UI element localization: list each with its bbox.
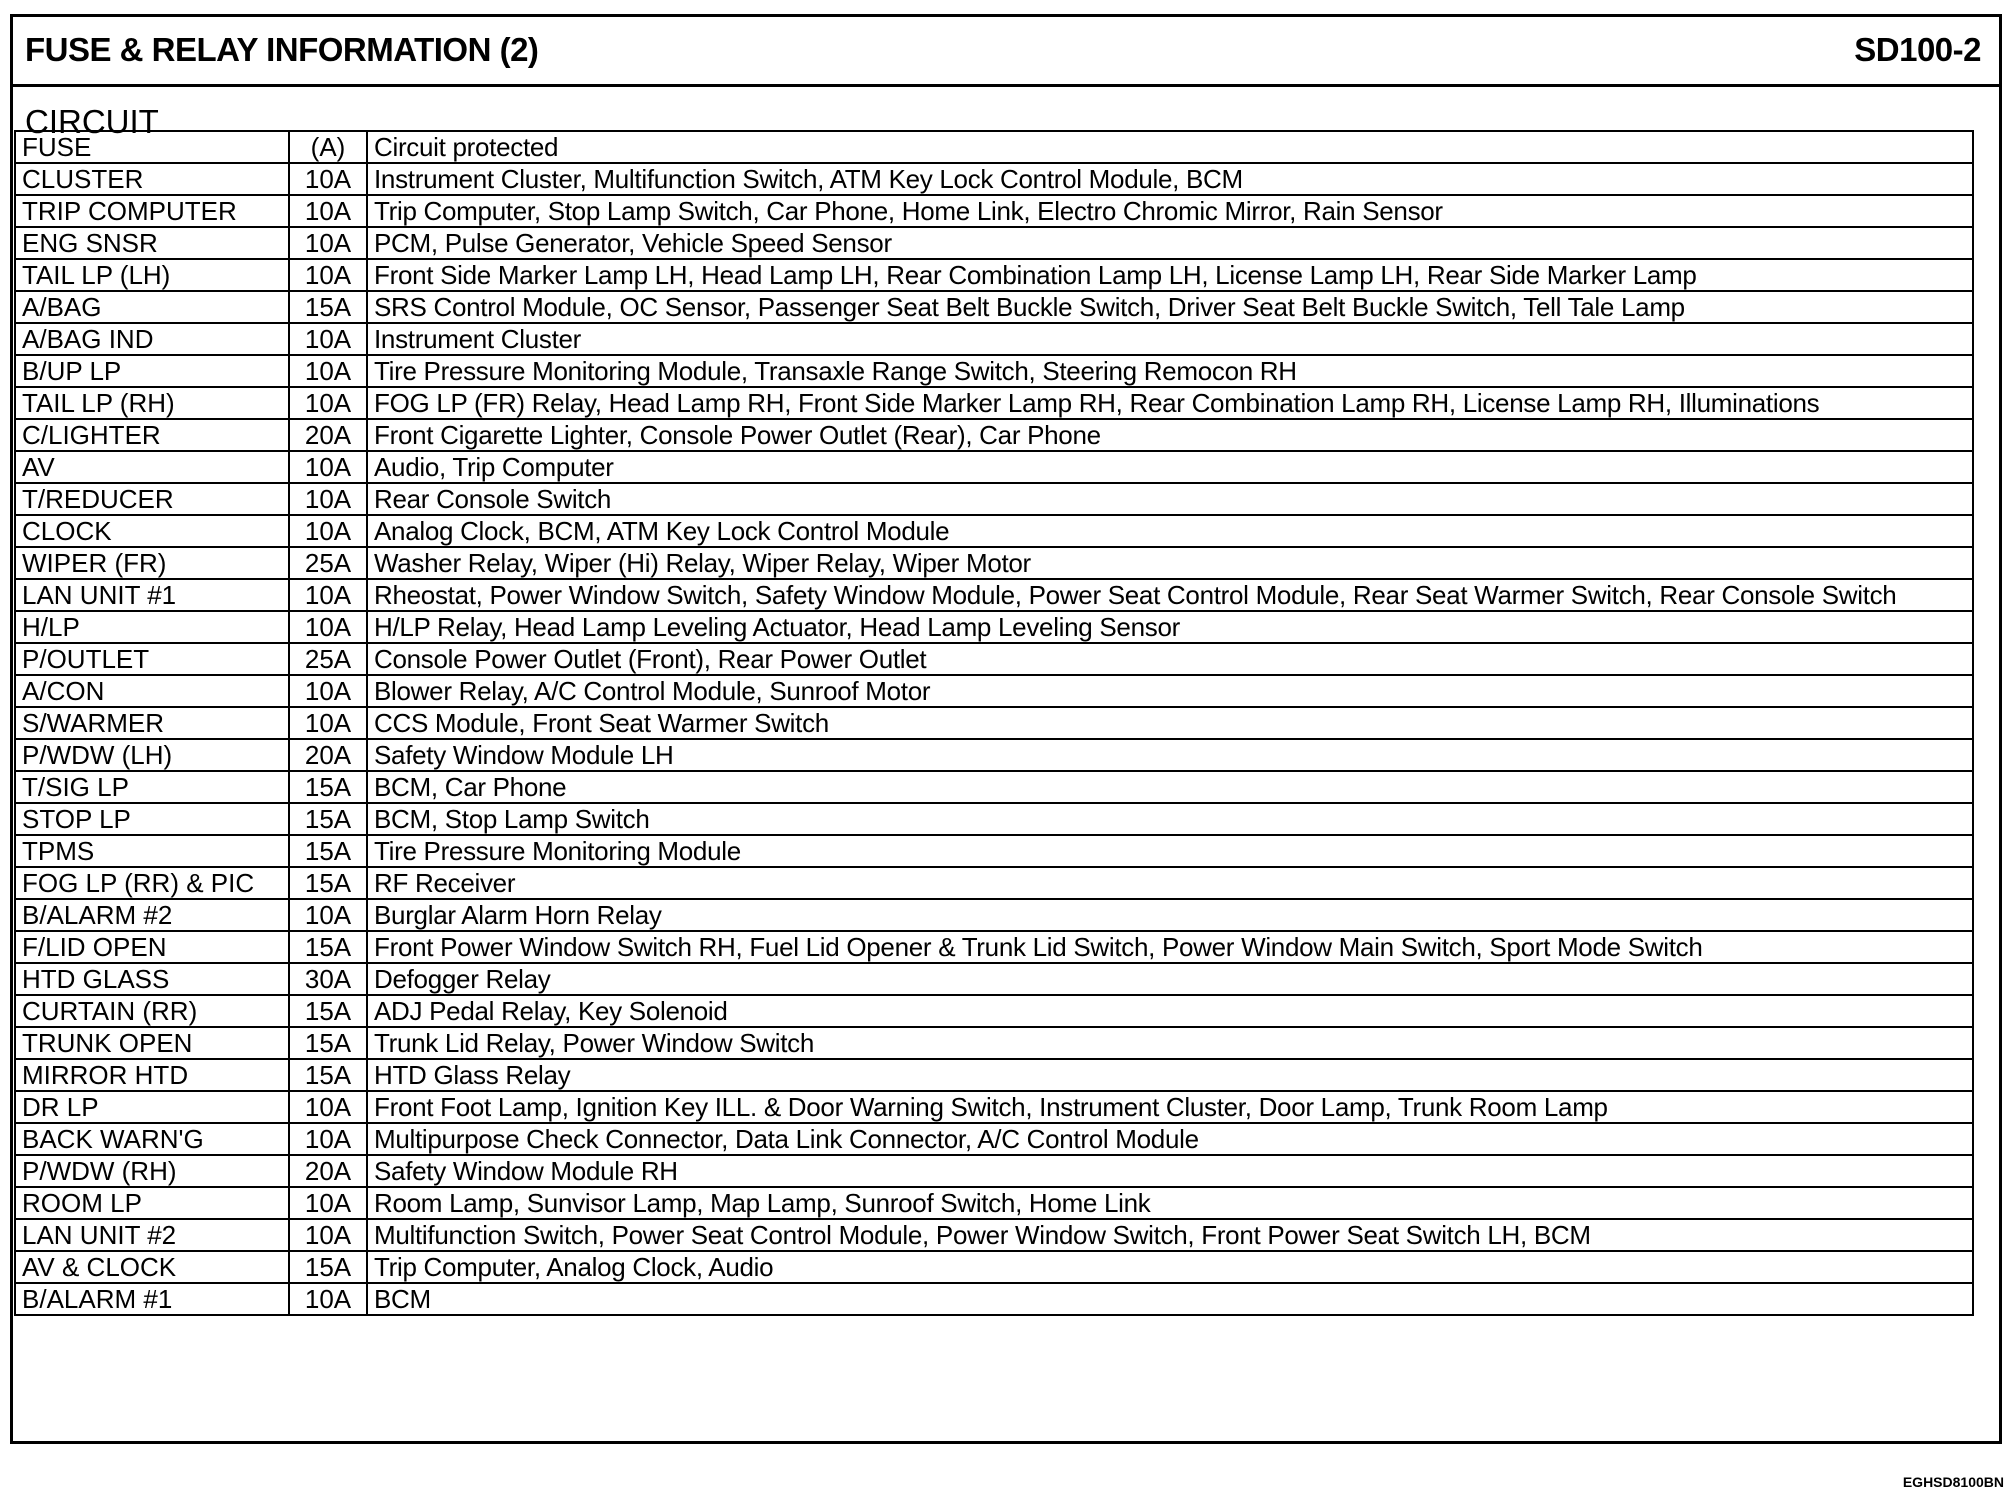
table-row	[15, 355, 1973, 387]
fuse-name-cell: CURTAIN (RR)	[15, 995, 289, 1027]
fuse-name-cell: WIPER (FR)	[15, 547, 289, 579]
table-row	[15, 579, 1973, 611]
circuit-protected-cell: Instrument Cluster	[367, 323, 1973, 355]
fuse-amperage-cell: 15A	[289, 835, 367, 867]
table-row	[15, 803, 1973, 835]
table-row	[15, 227, 1973, 259]
fuse-name-cell: DR LP	[15, 1091, 289, 1123]
table-row	[15, 387, 1973, 419]
fuse-amperage-cell: 10A	[289, 163, 367, 195]
table-row	[15, 419, 1973, 451]
column-header-fuse: FUSE	[15, 131, 289, 163]
fuse-amperage-cell: 15A	[289, 1251, 367, 1283]
fuse-amperage-cell: 10A	[289, 515, 367, 547]
fuse-amperage-cell: 10A	[289, 1283, 367, 1315]
table-row	[15, 611, 1973, 643]
fuse-amperage-cell: 25A	[289, 643, 367, 675]
column-header-amperage: (A)	[289, 131, 367, 163]
circuit-protected-cell: Front Power Window Switch RH, Fuel Lid Opener & Trunk Lid Switch, Power Window Main Switch, Sport Mode Switch	[367, 931, 1973, 963]
circuit-protected-cell: Trunk Lid Relay, Power Window Switch	[367, 1027, 1973, 1059]
fuse-amperage-cell: 20A	[289, 739, 367, 771]
fuse-amperage-cell: 15A	[289, 1027, 367, 1059]
table-row	[15, 1219, 1973, 1251]
circuit-protected-cell: CCS Module, Front Seat Warmer Switch	[367, 707, 1973, 739]
table-row	[15, 707, 1973, 739]
fuse-name-cell: C/LIGHTER	[15, 419, 289, 451]
fuse-name-cell: B/ALARM #2	[15, 899, 289, 931]
table-row	[15, 259, 1973, 291]
circuit-protected-cell: Front Foot Lamp, Ignition Key ILL. & Door Warning Switch, Instrument Cluster, Door Lamp, Trunk Room Lamp	[367, 1091, 1973, 1123]
table-row	[15, 1155, 1973, 1187]
table-row	[15, 1091, 1973, 1123]
fuse-amperage-cell: 10A	[289, 259, 367, 291]
fuse-name-cell: MIRROR HTD	[15, 1059, 289, 1091]
fuse-name-cell: T/SIG LP	[15, 771, 289, 803]
fuse-amperage-cell: 30A	[289, 963, 367, 995]
circuit-protected-cell: Console Power Outlet (Front), Rear Power Outlet	[367, 643, 1973, 675]
table-row	[15, 163, 1973, 195]
circuit-protected-cell: Safety Window Module LH	[367, 739, 1973, 771]
fuse-amperage-cell: 15A	[289, 1059, 367, 1091]
fuse-amperage-cell: 10A	[289, 899, 367, 931]
fuse-name-cell: HTD GLASS	[15, 963, 289, 995]
fuse-name-cell: ENG SNSR	[15, 227, 289, 259]
table-row	[15, 195, 1973, 227]
table-row	[15, 1251, 1973, 1283]
circuit-protected-cell: RF Receiver	[367, 867, 1973, 899]
column-header-circuit: Circuit protected	[367, 131, 1973, 163]
table-row	[15, 1123, 1973, 1155]
fuse-name-cell: B/ALARM #1	[15, 1283, 289, 1315]
circuit-protected-cell: Burglar Alarm Horn Relay	[367, 899, 1973, 931]
fuse-amperage-cell: 20A	[289, 419, 367, 451]
table-row	[15, 643, 1973, 675]
image-code: EGHSD8100BN	[1902, 1474, 2004, 1490]
fuse-name-cell: A/BAG IND	[15, 323, 289, 355]
table-row	[15, 867, 1973, 899]
document-title: FUSE & RELAY INFORMATION (2)	[25, 31, 539, 68]
fuse-amperage-cell: 15A	[289, 931, 367, 963]
circuit-protected-cell: Audio, Trip Computer	[367, 451, 1973, 483]
table-row	[15, 451, 1973, 483]
section-label: CIRCUIT	[25, 103, 159, 140]
fuse-amperage-cell: 10A	[289, 1187, 367, 1219]
circuit-protected-cell: HTD Glass Relay	[367, 1059, 1973, 1091]
fuse-name-cell: TPMS	[15, 835, 289, 867]
circuit-protected-cell: ADJ Pedal Relay, Key Solenoid	[367, 995, 1973, 1027]
fuse-amperage-cell: 10A	[289, 707, 367, 739]
fuse-name-cell: STOP LP	[15, 803, 289, 835]
document-code: SD100-2	[1854, 31, 1981, 68]
fuse-name-cell: LAN UNIT #1	[15, 579, 289, 611]
circuit-protected-cell: PCM, Pulse Generator, Vehicle Speed Sensor	[367, 227, 1973, 259]
fuse-amperage-cell: 10A	[289, 611, 367, 643]
fuse-amperage-cell: 10A	[289, 387, 367, 419]
fuse-amperage-cell: 10A	[289, 227, 367, 259]
circuit-protected-cell: Multipurpose Check Connector, Data Link Connector, A/C Control Module	[367, 1123, 1973, 1155]
fuse-name-cell: H/LP	[15, 611, 289, 643]
table-row	[15, 1059, 1973, 1091]
fuse-amperage-cell: 20A	[289, 1155, 367, 1187]
fuse-name-cell: TRIP COMPUTER	[15, 195, 289, 227]
fuse-name-cell: T/REDUCER	[15, 483, 289, 515]
circuit-protected-cell: Instrument Cluster, Multifunction Switch, ATM Key Lock Control Module, BCM	[367, 163, 1973, 195]
circuit-protected-cell: Rheostat, Power Window Switch, Safety Window Module, Power Seat Control Module, Rear Seat Warmer Switch, Rear Console Switch	[367, 579, 1973, 611]
fuse-name-cell: S/WARMER	[15, 707, 289, 739]
fuse-name-cell: F/LID OPEN	[15, 931, 289, 963]
fuse-name-cell: TAIL LP (LH)	[15, 259, 289, 291]
fuse-name-cell: A/CON	[15, 675, 289, 707]
fuse-name-cell: CLOCK	[15, 515, 289, 547]
circuit-protected-cell: BCM	[367, 1283, 1973, 1315]
fuse-name-cell: P/WDW (LH)	[15, 739, 289, 771]
fuse-amperage-cell: 25A	[289, 547, 367, 579]
fuse-name-cell: FOG LP (RR) & PIC	[15, 867, 289, 899]
fuse-amperage-cell: 10A	[289, 1091, 367, 1123]
fuse-name-cell: BACK WARN'G	[15, 1123, 289, 1155]
fuse-amperage-cell: 15A	[289, 803, 367, 835]
circuit-protected-cell: Multifunction Switch, Power Seat Control Module, Power Window Switch, Front Power Seat Switch LH, BCM	[367, 1219, 1973, 1251]
fuse-amperage-cell: 15A	[289, 291, 367, 323]
table-row	[15, 1027, 1973, 1059]
circuit-protected-cell: Room Lamp, Sunvisor Lamp, Map Lamp, Sunroof Switch, Home Link	[367, 1187, 1973, 1219]
fuse-circuit-table-body	[15, 131, 1973, 1315]
fuse-name-cell: P/OUTLET	[15, 643, 289, 675]
fuse-name-cell: AV	[15, 451, 289, 483]
circuit-protected-cell: BCM, Stop Lamp Switch	[367, 803, 1973, 835]
circuit-protected-cell: Tire Pressure Monitoring Module	[367, 835, 1973, 867]
fuse-name-cell: ROOM LP	[15, 1187, 289, 1219]
fuse-name-cell: CLUSTER	[15, 163, 289, 195]
circuit-protected-cell: H/LP Relay, Head Lamp Leveling Actuator, Head Lamp Leveling Sensor	[367, 611, 1973, 643]
circuit-protected-cell: Safety Window Module RH	[367, 1155, 1973, 1187]
fuse-amperage-cell: 10A	[289, 195, 367, 227]
fuse-name-cell: TRUNK OPEN	[15, 1027, 289, 1059]
table-row	[15, 931, 1973, 963]
circuit-protected-cell: Defogger Relay	[367, 963, 1973, 995]
table-row	[15, 771, 1973, 803]
fuse-amperage-cell: 10A	[289, 323, 367, 355]
fuse-circuit-table	[14, 130, 1974, 1316]
fuse-name-cell: A/BAG	[15, 291, 289, 323]
fuse-name-cell: B/UP LP	[15, 355, 289, 387]
circuit-protected-cell: Tire Pressure Monitoring Module, Transaxle Range Switch, Steering Remocon RH	[367, 355, 1973, 387]
table-row	[15, 1187, 1973, 1219]
circuit-protected-cell: Rear Console Switch	[367, 483, 1973, 515]
table-row	[15, 963, 1973, 995]
circuit-protected-cell: FOG LP (FR) Relay, Head Lamp RH, Front Side Marker Lamp RH, Rear Combination Lamp RH, License Lamp RH, Illuminations	[367, 387, 1973, 419]
table-row	[15, 739, 1973, 771]
fuse-amperage-cell: 10A	[289, 355, 367, 387]
fuse-amperage-cell: 10A	[289, 675, 367, 707]
circuit-protected-cell: Trip Computer, Analog Clock, Audio	[367, 1251, 1973, 1283]
fuse-name-cell: P/WDW (RH)	[15, 1155, 289, 1187]
table-row	[15, 291, 1973, 323]
fuse-name-cell: LAN UNIT #2	[15, 1219, 289, 1251]
circuit-protected-cell: BCM, Car Phone	[367, 771, 1973, 803]
fuse-name-cell: AV & CLOCK	[15, 1251, 289, 1283]
table-header-row	[15, 131, 1973, 163]
circuit-protected-cell: Trip Computer, Stop Lamp Switch, Car Phone, Home Link, Electro Chromic Mirror, Rain Sensor	[367, 195, 1973, 227]
fuse-amperage-cell: 15A	[289, 995, 367, 1027]
fuse-amperage-cell: 10A	[289, 1123, 367, 1155]
fuse-amperage-cell: 15A	[289, 867, 367, 899]
table-row	[15, 675, 1973, 707]
table-row	[15, 995, 1973, 1027]
fuse-amperage-cell: 10A	[289, 451, 367, 483]
circuit-protected-cell: SRS Control Module, OC Sensor, Passenger Seat Belt Buckle Switch, Driver Seat Belt Buckle Switch, Tell Tale Lamp	[367, 291, 1973, 323]
table-row	[15, 323, 1973, 355]
fuse-amperage-cell: 10A	[289, 1219, 367, 1251]
table-row	[15, 515, 1973, 547]
circuit-protected-cell: Front Cigarette Lighter, Console Power Outlet (Rear), Car Phone	[367, 419, 1973, 451]
circuit-protected-cell: Washer Relay, Wiper (Hi) Relay, Wiper Relay, Wiper Motor	[367, 547, 1973, 579]
fuse-name-cell: TAIL LP (RH)	[15, 387, 289, 419]
circuit-protected-cell: Front Side Marker Lamp LH, Head Lamp LH, Rear Combination Lamp LH, License Lamp LH, Rear Side Marker Lamp	[367, 259, 1973, 291]
document-header	[13, 17, 1999, 87]
table-row	[15, 547, 1973, 579]
table-row	[15, 835, 1973, 867]
table-row	[15, 899, 1973, 931]
fuse-amperage-cell: 10A	[289, 483, 367, 515]
fuse-amperage-cell: 10A	[289, 579, 367, 611]
fuse-amperage-cell: 15A	[289, 771, 367, 803]
circuit-protected-cell: Analog Clock, BCM, ATM Key Lock Control Module	[367, 515, 1973, 547]
circuit-protected-cell: Blower Relay, A/C Control Module, Sunroof Motor	[367, 675, 1973, 707]
table-row	[15, 1283, 1973, 1315]
table-row	[15, 483, 1973, 515]
